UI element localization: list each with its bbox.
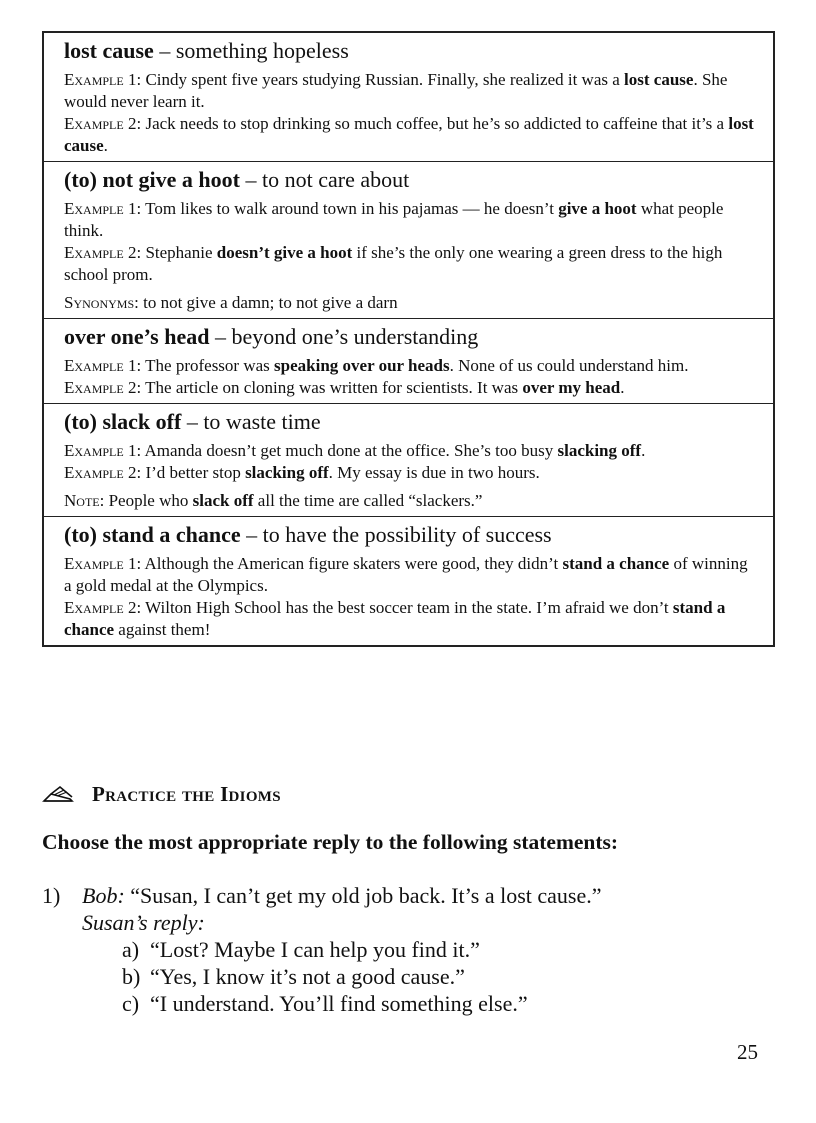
synonyms-label: Synonyms:	[64, 293, 139, 312]
example-label: Example 2:	[64, 463, 142, 482]
practice-heading	[42, 782, 281, 807]
speaker: Bob:	[82, 883, 125, 908]
idiom-definition: to have the possibility of success	[262, 522, 552, 547]
example-label: Example 2:	[64, 598, 142, 617]
idiom-heading: (to) not give a hoot – to not care about	[64, 167, 410, 192]
practice-heading-text: Practice the Idioms	[92, 782, 281, 806]
option-letter: a)	[122, 937, 140, 962]
answer-option-b	[122, 963, 782, 990]
idiom-heading: (to) slack off – to waste time	[64, 409, 321, 434]
idiom-definition: to not care about	[261, 167, 410, 192]
idiom-definition: beyond one’s understanding	[231, 324, 479, 349]
answer-options	[42, 936, 782, 1017]
idiom-entry-lost-cause	[44, 33, 773, 161]
example-1: Example 1: Cindy spent five years studying Russian. Finally, she realized it was a lost cause. She would never learn it.	[64, 70, 728, 111]
option-letter: c)	[122, 991, 140, 1016]
example-label: Example 2:	[64, 114, 142, 133]
statement-text: “Susan, I can’t get my old job back. It’s a lost cause.”	[124, 883, 602, 908]
example-1: Example 1: The professor was speaking over our heads. None of us could understand him.	[64, 356, 689, 375]
question-1	[42, 882, 782, 1017]
example-1: Example 1: Amanda doesn’t get much done at the office. She’s too busy slacking off.	[64, 441, 646, 460]
idiom-term: (to) not give a hoot	[64, 167, 240, 192]
option-text: “Yes, I know it’s not a good cause.”	[150, 964, 465, 989]
example-2: Example 2: Stephanie doesn’t give a hoot if she’s the only one wearing a green dress to the high school prom.	[64, 243, 723, 284]
idiom-heading: (to) stand a chance – to have the possibility of success	[64, 522, 552, 547]
idiom-entry-slack-off	[44, 403, 773, 516]
idiom-term: over one’s head	[64, 324, 210, 349]
example-2: Example 2: Jack needs to stop drinking so much coffee, but he’s so addicted to caffeine that it’s a lost cause.	[64, 114, 754, 155]
example-label: Example 2:	[64, 378, 142, 397]
example-2: Example 2: I’d better stop slacking off. My essay is due in two hours.	[64, 463, 540, 482]
instruction: Choose the most appropriate reply to the following statements:	[42, 830, 619, 854]
example-label: Example 2:	[64, 243, 142, 262]
idiom-term: (to) slack off	[64, 409, 182, 434]
page-number: 25	[737, 1040, 758, 1064]
question-number: 1)	[42, 883, 61, 908]
example-1: Example 1: Tom likes to walk around town in his pajamas — he doesn’t give a hoot what people think.	[64, 199, 724, 240]
synonyms: Synonyms: to not give a damn; to not give a darn	[64, 293, 398, 312]
example-label: Example 1:	[64, 70, 142, 89]
reply-prompt: Susan’s reply:	[82, 910, 205, 935]
note: Note: People who slack off all the time are called “slackers.”	[64, 491, 483, 510]
idiom-entry-over-ones-head	[44, 318, 773, 403]
answer-option-c	[122, 990, 782, 1017]
example-label: Example 1:	[64, 356, 142, 375]
example-label: Example 1:	[64, 199, 142, 218]
question-statement	[42, 882, 782, 909]
example-label: Example 1:	[64, 441, 142, 460]
idiom-definition: to waste time	[203, 409, 321, 434]
idiom-entry-stand-a-chance	[44, 516, 773, 645]
idiom-term: lost cause	[64, 38, 154, 63]
idiom-entry-not-give-a-hoot	[44, 161, 773, 318]
idiom-term: (to) stand a chance	[64, 522, 241, 547]
idiom-heading: over one’s head – beyond one’s understanding	[64, 324, 479, 349]
example-label: Example 1:	[64, 554, 142, 573]
option-letter: b)	[122, 964, 141, 989]
idiom-definitions-box	[42, 31, 775, 647]
note-label: Note:	[64, 491, 105, 510]
option-text: “Lost? Maybe I can help you find it.”	[150, 937, 480, 962]
answer-option-a	[122, 936, 782, 963]
example-1: Example 1: Although the American figure skaters were good, they didn’t stand a chance of winning a gold medal at the Olympics.	[64, 554, 748, 595]
option-text: “I understand. You’ll find something else.”	[150, 991, 528, 1016]
pencil-writing-icon	[42, 784, 74, 802]
idiom-definition: something hopeless	[175, 38, 349, 63]
idiom-heading: lost cause – something hopeless	[64, 38, 349, 63]
example-2: Example 2: The article on cloning was written for scientists. It was over my head.	[64, 378, 625, 397]
example-2: Example 2: Wilton High School has the best soccer team in the state. I’m afraid we don’t stand a chance against them!	[64, 598, 726, 639]
